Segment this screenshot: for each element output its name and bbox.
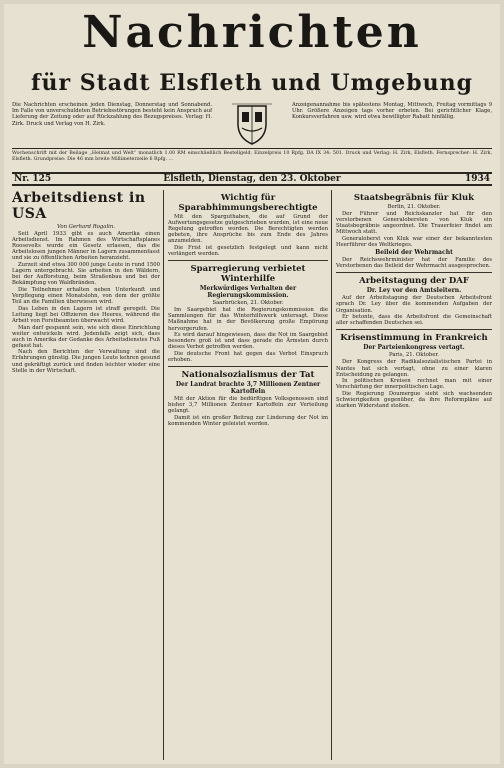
masthead-title: Nachrichten xyxy=(82,7,422,58)
newspaper-page xyxy=(4,4,500,764)
article-paragraph: Man darf gespannt sein, wie sich diese Einrichtung weiter entwickeln wird. Jedenfalls zeigt sich, dass auch in Amerika der Gedanke des Arbeitsdienstes Fuß gefasst hat. xyxy=(12,324,160,349)
publisher-notices xyxy=(12,102,492,146)
subscription-info: Wochenschrift mit der Beilage „Heimat und Welt“ monatlich 1.00 RM einschließlich Bestellgeld. Einzelpreis 10 Rpfg. DA IX 34: 501. Druck und Verlag: H. Zirk, Elsfleth. Fernsprecher: H. Zirk, Elsfleth. Grundpreise: Die 46 mm breite Millimeterzeile 6 Rpfg. ... xyxy=(12,148,492,170)
article-paragraph: Auf der Arbeitstagung der Deutschen Arbeitsfront sprach Dr. Ley über die kommenden Aufgaben der Organisation. xyxy=(336,295,492,314)
article-headline: Wichtig für Sparabhimmungsberechtigte xyxy=(178,193,318,213)
article-paragraph: Die Frist ist gesetzlich festgelegt und kann nicht verlängert werden. xyxy=(168,244,328,258)
article-paragraph: Das Leben in den Lagern ist straff geregelt. Die Leitung liegt bei Offizieren des Heeres, während die Arbeit von Forstbeamten überwacht wird. xyxy=(12,305,160,324)
column-rule xyxy=(163,190,164,760)
article-paragraph: Es wird darauf hingewiesen, dass die Not im Saargebiet besonders groß ist und dass gerade die Ärmsten durch dieses Verbot getroffen werden. xyxy=(168,332,328,351)
article-divider xyxy=(336,272,492,273)
column-2 xyxy=(168,190,328,760)
article-paragraph: Der Führer und Reichskanzler hat für den verstorbenen Generalobersten von Kluk ein Staatsbegräbnis angeordnet. Die Trauerfeier findet am Mittwoch statt. xyxy=(336,211,492,236)
article-headline: Nationalsozialismus der Tat xyxy=(181,370,315,381)
article-byline: Von Gerhard Rogalin. xyxy=(57,224,115,230)
article-headline: Sparregierung verbietet Winterhilfe xyxy=(190,264,306,285)
article-subheadline: Der Parteienkongress vertagt. xyxy=(363,344,465,352)
article-headline: Arbeitsdienst in USA xyxy=(12,190,146,222)
article-paragraph: Zurzeit sind etwa 300 000 junge Leute in rund 1500 Lagern untergebracht. Sie arbeiten in den Wäldern, bei der Aufforstung, beim Straßenbau und bei der Bekämpfung von Waldbränden. xyxy=(12,262,160,287)
masthead-subtitle: für Stadt Elsfleth und Umgebung xyxy=(31,70,473,96)
issue-year: 1934 xyxy=(464,174,490,184)
article-dateline: Berlin, 21. Oktober. xyxy=(387,204,441,210)
article-subheadline: Der Landrat brachte 3,7 Millionen Zentner Kartoffeln xyxy=(175,381,321,396)
article-paragraph: Im Saargebiet hat die Regierungskommission die Sammlungen für das Winterhilfswerk untersagt. Diese Maßnahme hat in der Bevölkerung große Empörung hervorgerufen. xyxy=(168,307,328,332)
article-paragraph: Der Kongress der Radikalsozialistischen Partei in Nantes hat sich vertagt, ohne zu einer klaren Entscheidung zu gelangen. xyxy=(336,359,492,378)
article-subheadline: Beileid der Wehrmacht xyxy=(375,249,453,257)
article-paragraph: Die Teilnehmer erhalten neben Unterkunft und Verpflegung einen Monatslohn, von dem der größte Teil an die Familien überwiesen wird. xyxy=(12,286,160,306)
article-divider xyxy=(168,260,328,261)
article-paragraph: Mit der Aktion für die bedürftigen Volksgenossen sind bisher 3,7 Millionen Zentner Kartoffeln zur Verteilung gelangt. xyxy=(168,396,328,415)
town-crest-icon xyxy=(228,102,276,146)
article-paragraph: Damit ist ein großer Beitrag zur Linderung der Not im kommenden Winter geleistet worden. xyxy=(168,414,328,427)
article-dateline: Paris, 21. Oktober. xyxy=(389,352,439,359)
article-divider xyxy=(168,366,328,367)
column-3 xyxy=(336,190,492,760)
column-rule xyxy=(331,190,332,760)
masthead xyxy=(12,7,492,70)
issue-number: Nr. 125 xyxy=(14,174,52,184)
dateline-bar xyxy=(12,172,492,186)
article-paragraph: Er betonte, dass die Arbeitsfront die Gemeinschaft aller schaffenden Deutschen sei. xyxy=(336,314,492,327)
article-paragraph: In politischen Kreisen rechnet man mit einer Verschärfung der innerpolitischen Lage. xyxy=(336,378,492,391)
article-headline: Krisenstimmung in Frankreich xyxy=(340,333,488,344)
notice-right: Anzeigenannahme bis spätestens Montag, Mittwoch, Freitag vormittags 9 Uhr. Größere Anzeigen tags vorher erbeten. Bei gerichtlicher Klage, Konkursverfahren usw. wird etwa bewilligter Rabatt hinfällig. xyxy=(292,102,492,121)
issue-date: Elsfleth, Dienstag, den 23. Oktober xyxy=(163,174,341,184)
article-paragraph: Der Reichswehrminister hat der Familie des Verstorbenen das Beileid der Wehrmacht ausgesprochen. xyxy=(336,257,492,270)
article-paragraph: Mit den Sparguthaben, die auf Grund der Aufwertungsgesetze gutgeschrieben wurden, ist eine neue Regelung getroffen worden. Die Berechtigten werden gebeten, ihre Ansprüche bis zum Ende des Jahres anzumelden. xyxy=(168,214,328,245)
article-paragraph: Die deutsche Front hat gegen das Verbot Einspruch erhoben. xyxy=(168,350,328,363)
notice-left: Die Nachrichten erscheinen jeden Dienstag, Donnerstag und Sonnabend. Im Falle von unverschuldeten Betriebsstörungen besteht kein Anspruch auf Lieferung der Zeitung oder auf Rückzahlung des Bezugspreises. Verlag: H. Zirk. Druck und Verlag von H. Zirk. xyxy=(12,102,212,127)
article-divider xyxy=(336,329,492,330)
article-paragraph: Generaloberst von Kluk war einer der bekanntesten Heerführer des Weltkrieges. xyxy=(336,235,492,249)
article-headline: Arbeitstagung der DAF xyxy=(359,276,469,287)
column-1 xyxy=(12,190,160,760)
article-subheadline: Merkwürdiges Verhalten der Regierungskommission. xyxy=(199,285,297,300)
article-paragraph: Die Regierung Doumergue sieht sich wachsenden Schwierigkeiten gegenüber, da ihre Reformpläne auf starken Widerstand stoßen. xyxy=(336,390,492,410)
article-paragraph: Nach den Berichten der Verwaltung sind die Erfahrungen günstig. Die jungen Leute kehren gesund und gekräftigt zurück und finden leichter wieder eine Stelle in der Wirtschaft. xyxy=(12,349,160,374)
article-paragraph: Seit April 1933 gibt es auch Amerika einen Arbeitsdienst. Im Rahmen des Wirtschaftsplanes Roosevelts wurde ein Gesetz erlassen, das die Arbeitslosen jungen Männer in Lagern zusammenfasst und sie zu öffentlichen Arbeiten heranzieht. xyxy=(12,231,160,262)
article-subheadline: Dr. Ley vor den Amtsleitern. xyxy=(366,287,462,295)
article-dateline: Saarbrücken, 21. Oktober. xyxy=(212,300,284,307)
article-headline: Staatsbegräbnis für Kluk xyxy=(353,193,475,203)
